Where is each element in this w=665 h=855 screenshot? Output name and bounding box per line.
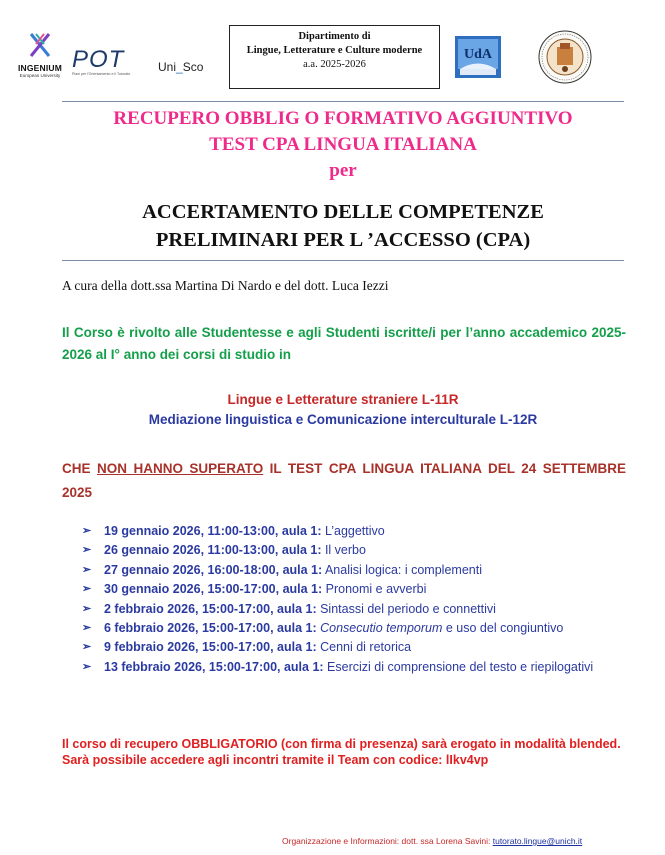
top-rule: [62, 101, 624, 102]
title-accertamento: ACCERTAMENTO DELLE COMPETENZE: [142, 201, 544, 223]
title-preliminari: PRELIMINARI PER L ’ACCESSO (CPA): [155, 229, 531, 251]
schedule-item: ➢ 2 febbraio 2026, 15:00-17:00, aula 1: Sintassi del periodo e connettivi: [80, 600, 626, 619]
ingenium-logo: [16, 32, 64, 82]
not-passed-pre: CHE: [62, 461, 97, 476]
arrow-bullet-icon: ➢: [82, 563, 92, 576]
schedule-list: [80, 522, 626, 677]
arrow-bullet-icon: ➢: [82, 660, 92, 673]
schedule-item: ➢ 26 gennaio 2026, 11:00-13:00, aula 1: Il verbo: [80, 541, 626, 560]
department-line1: Dipartimento di: [298, 31, 371, 42]
schedule-item: ➢ 27 gennaio 2026, 16:00-18:00, aula 1: Analisi logica: i complementi: [80, 561, 626, 580]
contact-line: [282, 836, 582, 846]
curatori-text: A cura della dott.ssa Martina Di Nardo e del dott. Luca Iezzi: [62, 278, 389, 293]
pot-name: POT: [72, 46, 125, 73]
ingenium-mark-icon: [25, 32, 55, 58]
not-passed-post: IL TEST CPA LINGUA ITALIANA DEL 24 SETTEMBRE 2025: [62, 461, 626, 500]
not-passed-underlined: NON HANNO SUPERATO: [96, 461, 264, 476]
seal-icon: [537, 29, 593, 85]
intro-text: Il Corso è rivolto alle Studentesse e agli Studenti iscritte/i per l’anno accademico 2025-2026 al I° anno dei corsi di studio in: [62, 325, 626, 362]
arrow-bullet-icon: ➢: [82, 525, 92, 537]
arrow-bullet-icon: ➢: [82, 544, 92, 557]
pot-tagline: Piani per l'Orientamento e il Tutorato: [72, 72, 131, 76]
schedule-item: ➢ 30 gennaio 2026, 15:00-17:00, aula 1: Pronomi e avverbi: [80, 580, 626, 599]
not-passed-text: [62, 457, 626, 505]
arrow-bullet-icon: ➢: [82, 583, 92, 596]
course-l12r: Mediazione linguistica e Comunicazione interculturale L-12R: [148, 412, 538, 427]
schedule-item: ➢ 13 febbraio 2026, 15:00-17:00, aula 1: Esercizi di comprensione del testo e riepilogativi: [80, 658, 626, 677]
blended-note: Il corso di recupero OBBLIGATORIO (con firma di presenza) sarà erogato in modalità blended. Sarà possibile accedere agli incontri tramite il Team con codice: lIkv4vp: [62, 737, 621, 767]
department-line2: Lingue, Letterature e Culture moderne: [246, 45, 423, 56]
pot-logo: [72, 48, 142, 80]
title-test-cpa: TEST CPA LINGUA ITALIANA: [209, 134, 477, 155]
uda-logo-icon: [455, 36, 501, 78]
unisco-logo: [158, 60, 203, 74]
department-box: [229, 25, 440, 89]
bottom-rule: [62, 260, 624, 261]
arrow-bullet-icon: ➢: [82, 622, 92, 635]
arrow-bullet-icon: ➢: [82, 602, 92, 615]
ingenium-sub: European University: [19, 73, 61, 78]
unisco-prefix: Uni: [158, 60, 177, 74]
schedule-item: ➢ 9 febbraio 2026, 15:00-17:00, aula 1: Cenni di retorica: [80, 638, 626, 657]
uda-logo: [455, 36, 501, 78]
unisco-suffix: Sco: [182, 60, 204, 74]
uda-logo-text: UdA: [463, 47, 493, 62]
seal-logo: [537, 29, 593, 85]
course-l11r: Lingue e Letterature straniere L-11R: [227, 392, 459, 407]
title-recupero: RECUPERO OBBLIG O FORMATIVO AGGIUNTIVO: [113, 108, 573, 129]
schedule-item: ➢ 6 febbraio 2026, 15:00-17:00, aula 1: Consecutio temporum e uso del congiuntivo: [80, 619, 626, 638]
department-year: a.a. 2025-2026: [303, 59, 366, 70]
ingenium-name: INGENIUM: [17, 63, 63, 73]
schedule-item: ➢ 19 gennaio 2026, 11:00-13:00, aula 1: L’aggettivo: [80, 522, 626, 541]
unisco-sep: _: [176, 60, 183, 74]
contact-label: Organizzazione e Informazioni: dott. ssa Lorena Savini:: [282, 836, 493, 846]
contact-email-link[interactable]: tutorato.lingue@unich.it: [492, 836, 583, 846]
title-per: per: [329, 160, 357, 181]
arrow-bullet-icon: ➢: [82, 641, 92, 654]
